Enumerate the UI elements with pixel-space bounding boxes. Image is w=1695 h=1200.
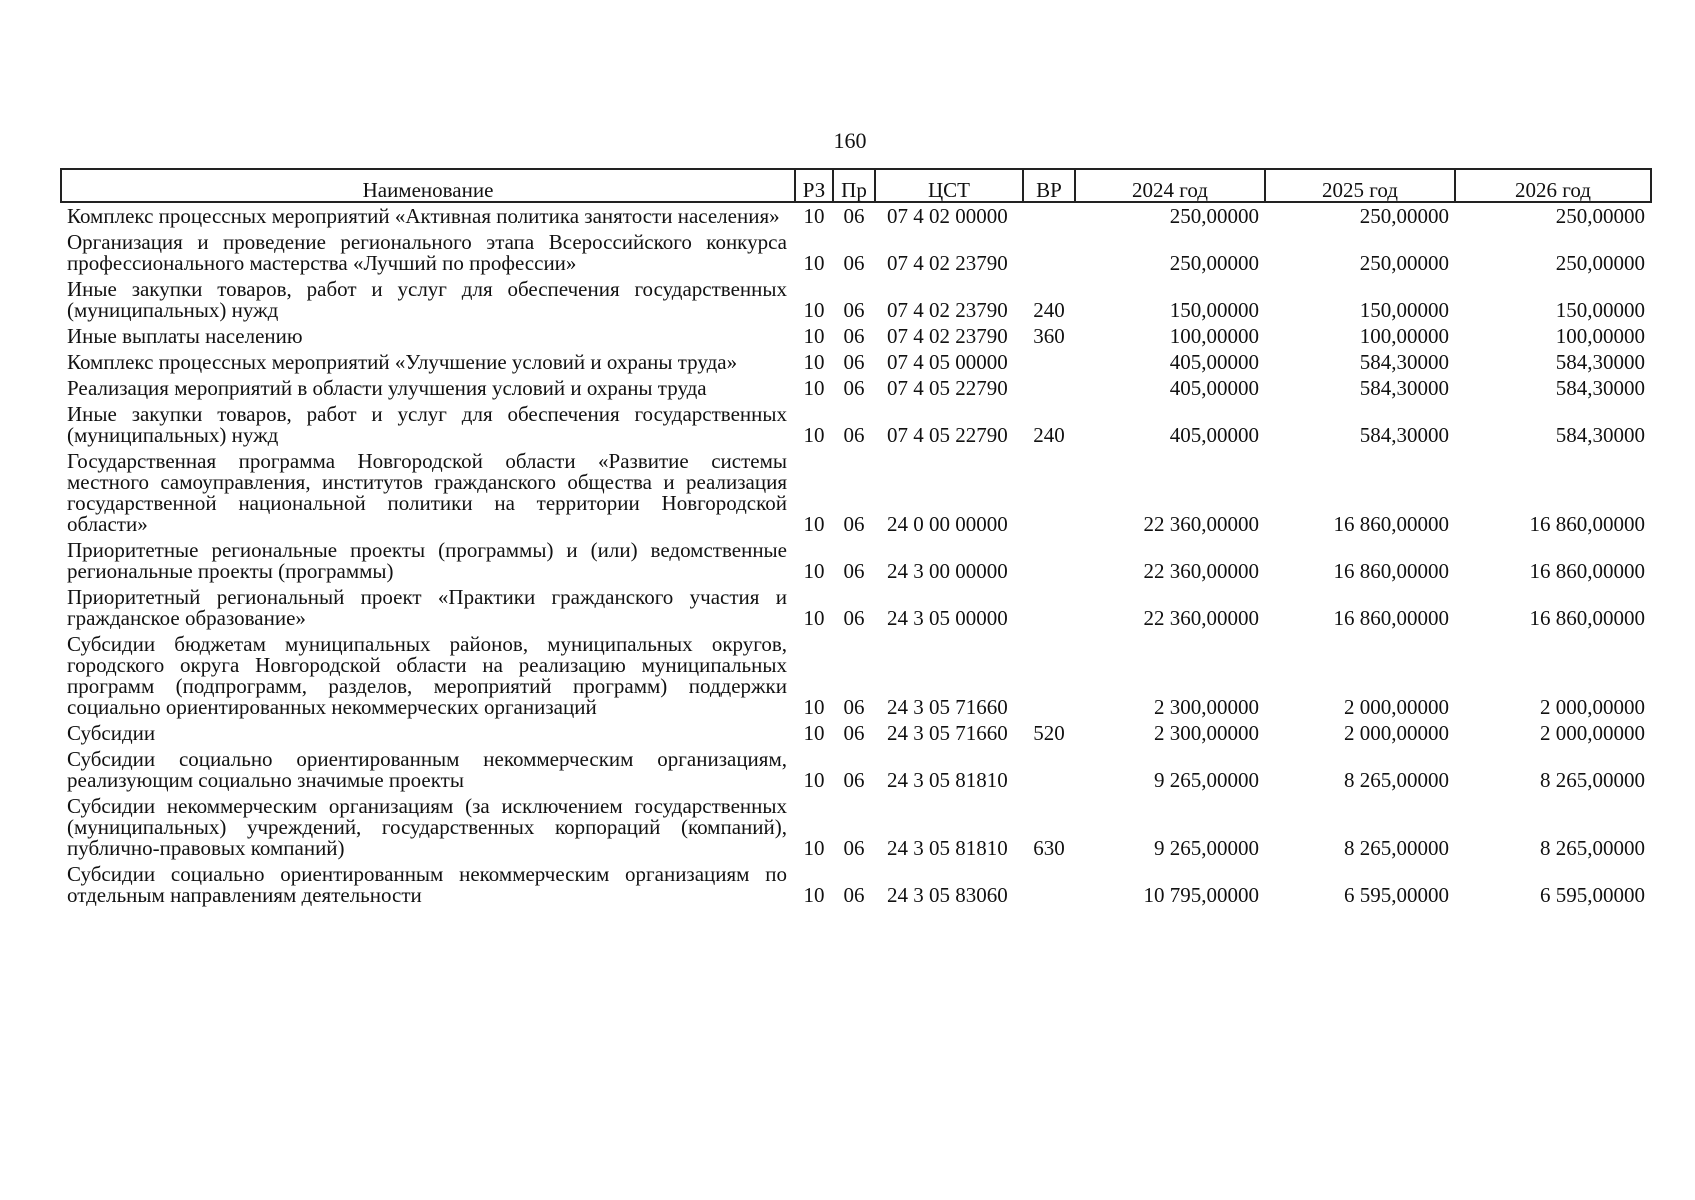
row-cst: 24 3 05 00000 [887, 606, 1008, 630]
row-pr: 06 [843, 883, 865, 907]
row-value-2026: 16 860,00000 [1529, 559, 1645, 583]
row-rz: 10 [803, 512, 825, 536]
row-rz: 10 [803, 768, 825, 792]
row-cst: 24 3 05 71660 [887, 721, 1008, 745]
table-row [61, 720, 1651, 746]
table-row [61, 448, 1651, 537]
table-row [61, 584, 1651, 631]
row-vr: 630 [1033, 836, 1065, 860]
table-header-row [61, 169, 1651, 202]
row-pr: 06 [843, 423, 865, 447]
row-name: Организация и проведение регионального этапа Всероссийского конкурса профессионального мастерства «Лучший по профессии» [67, 230, 787, 275]
row-name: Субсидии социально ориентированным некоммерческим организациям, реализующим социально значимые проекты [67, 747, 787, 792]
row-cst: 07 4 02 23790 [887, 251, 1008, 275]
row-vr [1023, 861, 1075, 908]
row-rz: 10 [803, 606, 825, 630]
row-value-2026: 584,30000 [1555, 376, 1645, 400]
row-name: Иные закупки товаров, работ и услуг для обеспечения государственных (муниципальных) нужд [67, 277, 787, 322]
row-vr: 240 [1033, 298, 1065, 322]
table-row [61, 276, 1651, 323]
row-vr [1023, 229, 1075, 276]
row-pr: 06 [843, 512, 865, 536]
row-value-2025: 8 265,00000 [1344, 768, 1449, 792]
row-rz: 10 [803, 423, 825, 447]
row-value-2026: 16 860,00000 [1529, 606, 1645, 630]
row-value-2026: 150,00000 [1555, 298, 1645, 322]
row-value-2026: 250,00000 [1555, 204, 1645, 228]
row-value-2026: 584,30000 [1555, 350, 1645, 374]
row-value-2024: 100,00000 [1169, 324, 1259, 348]
row-cst: 24 3 05 81810 [887, 836, 1008, 860]
row-name: Комплекс процессных мероприятий «Улучшение условий и охраны труда» [67, 350, 738, 374]
table-row [61, 861, 1651, 908]
row-pr: 06 [843, 559, 865, 583]
row-value-2025: 250,00000 [1359, 204, 1449, 228]
row-value-2026: 8 265,00000 [1540, 836, 1645, 860]
row-name: Реализация мероприятий в области улучшения условий и охраны труда [67, 376, 707, 400]
row-pr: 06 [843, 251, 865, 275]
row-value-2025: 16 860,00000 [1333, 606, 1449, 630]
row-value-2025: 16 860,00000 [1333, 559, 1449, 583]
row-value-2024: 2 300,00000 [1154, 721, 1259, 745]
row-name: Приоритетные региональные проекты (программы) и (или) ведомственные региональные проекты (программы) [67, 538, 787, 583]
row-vr [1023, 746, 1075, 793]
row-name: Иные закупки товаров, работ и услуг для обеспечения государственных (муниципальных) нужд [67, 402, 787, 447]
row-value-2024: 9 265,00000 [1154, 836, 1259, 860]
row-vr [1023, 202, 1075, 229]
row-pr: 06 [843, 376, 865, 400]
row-rz: 10 [803, 836, 825, 860]
row-cst: 07 4 05 00000 [887, 350, 1008, 374]
row-cst: 24 3 00 00000 [887, 559, 1008, 583]
header-year-2026: 2026 год [1455, 169, 1651, 202]
row-name: Государственная программа Новгородской области «Развитие системы местного самоуправления, институтов гражданского общества и реализация государственной национальной политики на территории Новгородской области» [67, 449, 787, 536]
row-pr: 06 [843, 350, 865, 374]
row-value-2024: 22 360,00000 [1143, 559, 1259, 583]
header-year-2024: 2024 год [1075, 169, 1265, 202]
row-rz: 10 [803, 559, 825, 583]
row-vr: 520 [1033, 721, 1065, 745]
row-vr [1023, 631, 1075, 720]
header-name: Наименование [61, 169, 795, 202]
table-row [61, 793, 1651, 861]
row-value-2026: 100,00000 [1555, 324, 1645, 348]
table-row [61, 537, 1651, 584]
row-value-2026: 6 595,00000 [1540, 883, 1645, 907]
table-row [61, 323, 1651, 349]
row-value-2025: 2 000,00000 [1344, 695, 1449, 719]
row-vr: 360 [1033, 324, 1065, 348]
row-value-2025: 6 595,00000 [1344, 883, 1449, 907]
row-pr: 06 [843, 836, 865, 860]
row-value-2024: 250,00000 [1169, 204, 1259, 228]
row-name: Субсидии некоммерческим организациям (за исключением государственных (муниципальных) учреждений, государственных корпораций (компаний), публично-правовых компаний) [67, 794, 787, 860]
row-rz: 10 [803, 721, 825, 745]
row-cst: 24 0 00 00000 [887, 512, 1008, 536]
table-row [61, 631, 1651, 720]
row-value-2026: 2 000,00000 [1540, 721, 1645, 745]
row-value-2025: 250,00000 [1359, 251, 1449, 275]
row-cst: 07 4 02 00000 [887, 204, 1008, 228]
row-value-2025: 100,00000 [1359, 324, 1449, 348]
row-pr: 06 [843, 324, 865, 348]
row-cst: 24 3 05 81810 [887, 768, 1008, 792]
row-vr [1023, 537, 1075, 584]
row-value-2025: 16 860,00000 [1333, 512, 1449, 536]
row-value-2026: 8 265,00000 [1540, 768, 1645, 792]
row-rz: 10 [803, 695, 825, 719]
row-name: Субсидии [67, 721, 156, 745]
row-value-2025: 584,30000 [1359, 350, 1449, 374]
row-rz: 10 [803, 324, 825, 348]
row-value-2025: 584,30000 [1359, 376, 1449, 400]
table-row [61, 202, 1651, 229]
row-vr [1023, 584, 1075, 631]
table-row [61, 375, 1651, 401]
row-pr: 06 [843, 606, 865, 630]
row-cst: 07 4 05 22790 [887, 376, 1008, 400]
row-value-2025: 2 000,00000 [1344, 721, 1449, 745]
row-cst: 24 3 05 71660 [887, 695, 1008, 719]
row-rz: 10 [803, 350, 825, 374]
row-vr [1023, 448, 1075, 537]
row-value-2024: 10 795,00000 [1143, 883, 1259, 907]
row-pr: 06 [843, 768, 865, 792]
row-pr: 06 [843, 695, 865, 719]
table-row [61, 349, 1651, 375]
header-cst: ЦСТ [875, 169, 1023, 202]
row-vr [1023, 375, 1075, 401]
row-value-2025: 8 265,00000 [1344, 836, 1449, 860]
row-value-2024: 405,00000 [1169, 423, 1259, 447]
row-name: Субсидии бюджетам муниципальных районов, муниципальных округов, городского округа Новгородской области на реализацию муниципальных программ (подпрограмм, разделов, мероприятий программ) поддержки социально ориентированных некоммерческих организаций [67, 632, 787, 719]
row-value-2025: 150,00000 [1359, 298, 1449, 322]
row-value-2026: 16 860,00000 [1529, 512, 1645, 536]
row-value-2024: 9 265,00000 [1154, 768, 1259, 792]
row-value-2024: 22 360,00000 [1143, 606, 1259, 630]
row-value-2024: 405,00000 [1169, 350, 1259, 374]
row-value-2024: 150,00000 [1169, 298, 1259, 322]
row-pr: 06 [843, 721, 865, 745]
row-name: Субсидии социально ориентированным некоммерческим организациям по отдельным направлениям деятельности [67, 862, 787, 907]
row-value-2024: 405,00000 [1169, 376, 1259, 400]
row-rz: 10 [803, 251, 825, 275]
row-rz: 10 [803, 204, 825, 228]
row-name: Приоритетный региональный проект «Практики гражданского участия и гражданское образование» [67, 585, 787, 630]
row-value-2024: 250,00000 [1169, 251, 1259, 275]
row-value-2026: 250,00000 [1555, 251, 1645, 275]
header-rz: РЗ [795, 169, 833, 202]
table-row [61, 229, 1651, 276]
row-value-2024: 2 300,00000 [1154, 695, 1259, 719]
table-row [61, 746, 1651, 793]
header-vr: ВР [1023, 169, 1075, 202]
row-value-2026: 2 000,00000 [1540, 695, 1645, 719]
table-row [61, 401, 1651, 448]
row-cst: 07 4 05 22790 [887, 423, 1008, 447]
row-value-2025: 584,30000 [1359, 423, 1449, 447]
row-vr [1023, 349, 1075, 375]
row-name: Иные выплаты населению [67, 324, 303, 348]
row-cst: 24 3 05 83060 [887, 883, 1008, 907]
row-value-2026: 584,30000 [1555, 423, 1645, 447]
row-rz: 10 [803, 376, 825, 400]
row-pr: 06 [843, 204, 865, 228]
header-pr: Пр [833, 169, 875, 202]
row-rz: 10 [803, 298, 825, 322]
row-value-2024: 22 360,00000 [1143, 512, 1259, 536]
budget-table [60, 168, 1652, 908]
row-vr: 240 [1033, 423, 1065, 447]
row-pr: 06 [843, 298, 865, 322]
page-number: 160 [833, 128, 867, 153]
row-rz: 10 [803, 883, 825, 907]
header-year-2025: 2025 год [1265, 169, 1455, 202]
row-cst: 07 4 02 23790 [887, 324, 1008, 348]
row-name: Комплекс процессных мероприятий «Активная политика занятости населения» [67, 204, 780, 228]
row-cst: 07 4 02 23790 [887, 298, 1008, 322]
